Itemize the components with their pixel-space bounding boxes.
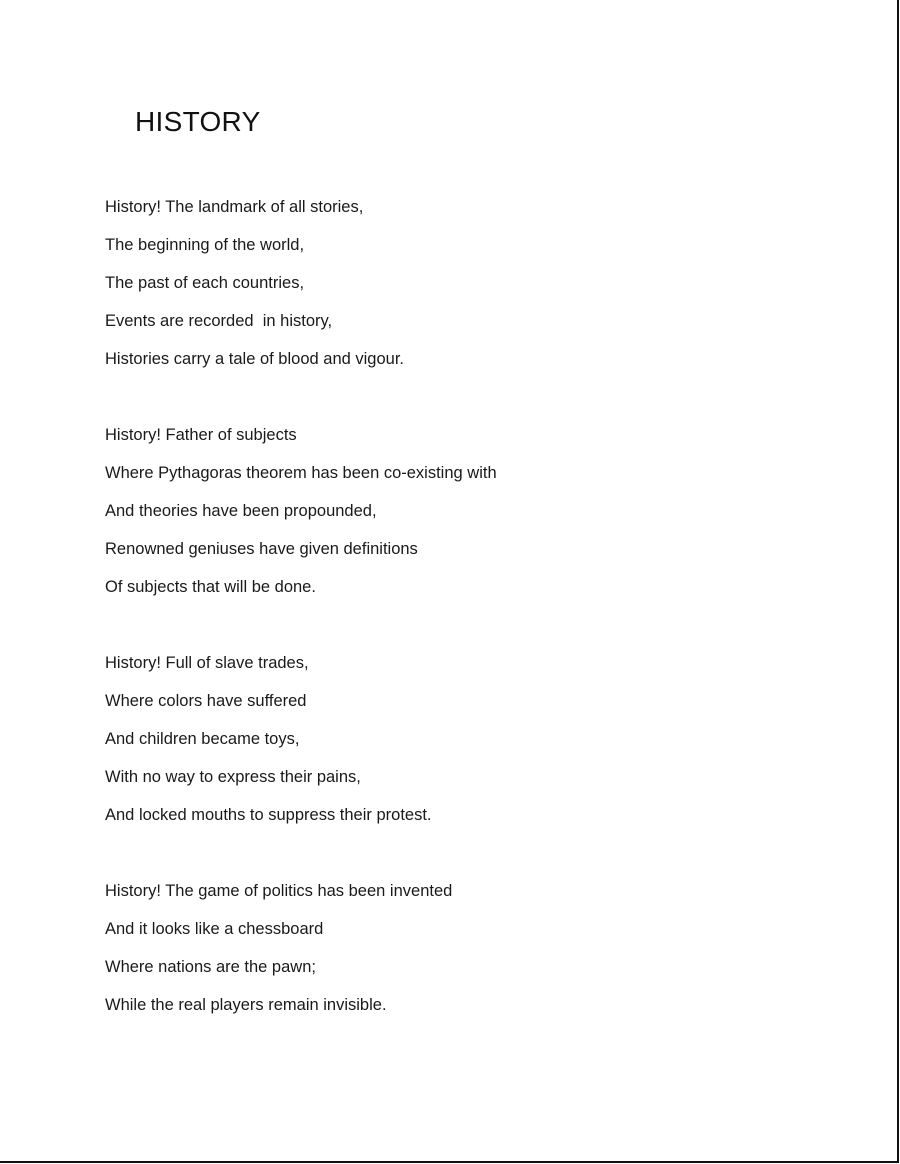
stanza-4: [105, 879, 497, 1031]
stanza-2: [105, 423, 497, 613]
poem-line: Renowned geniuses have given definitions: [105, 540, 418, 558]
poem-line: History! The game of politics has been invented: [105, 882, 453, 900]
poem-line: History! Father of subjects: [105, 426, 297, 444]
poem-line: And it looks like a chessboard: [105, 920, 324, 938]
poem-line: Where Pythagoras theorem has been co-existing with: [105, 464, 497, 482]
stanza-1: [105, 195, 497, 385]
poem-line: And theories have been propounded,: [105, 502, 377, 520]
stanza-3: [105, 651, 497, 841]
poem-line: The past of each countries,: [105, 274, 305, 292]
poem-line: Of subjects that will be done.: [105, 578, 316, 596]
poem-line: And locked mouths to suppress their protest.: [105, 806, 432, 824]
poem-line: While the real players remain invisible.: [105, 996, 387, 1014]
poem-line: The beginning of the world,: [105, 236, 305, 254]
poem-line: Where colors have suffered: [105, 692, 307, 710]
poem-line: Events are recorded in history,: [105, 312, 333, 330]
poem-line: With no way to express their pains,: [105, 768, 361, 786]
poem-line: Histories carry a tale of blood and vigour.: [105, 350, 404, 368]
poem-line: History! Full of slave trades,: [105, 654, 309, 672]
poem-line: History! The landmark of all stories,: [105, 198, 364, 216]
poem-line: Where nations are the pawn;: [105, 958, 316, 976]
poem-title: HISTORY: [135, 106, 261, 137]
poem-body: [105, 195, 497, 1069]
poem-line: And children became toys,: [105, 730, 300, 748]
